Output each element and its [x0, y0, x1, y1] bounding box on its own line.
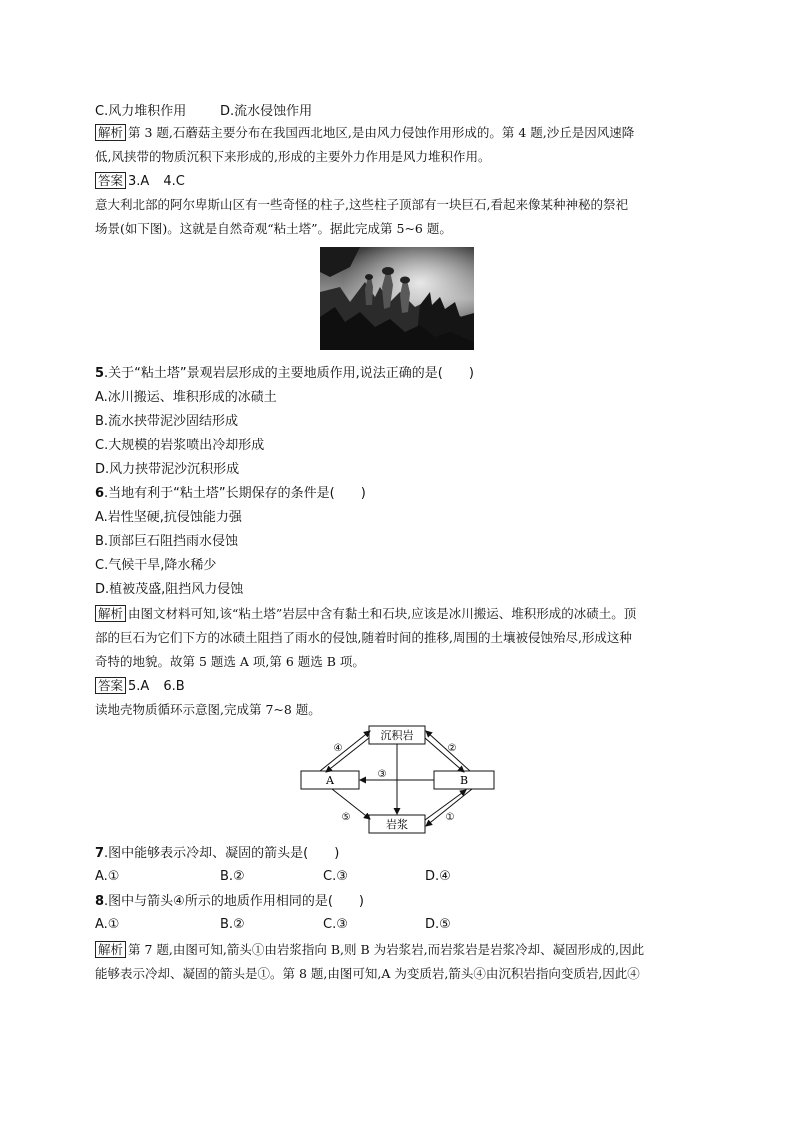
- rock-a-label: A: [326, 774, 334, 787]
- option-c: C.③: [323, 917, 348, 932]
- option-d: D.风力挟带泥沙沉积形成: [95, 462, 240, 477]
- question-text: .图中与箭头④所示的地质作用相同的是( ): [104, 894, 364, 909]
- question-number: 7: [95, 846, 105, 861]
- answer-value: 3.A: [128, 174, 150, 189]
- analysis-line: [95, 605, 705, 623]
- analysis-text: 奇特的地貌。故第 5 题选 A 项,第 6 题选 B 项。: [95, 654, 365, 669]
- material-text: 读地壳物质循环示意图,完成第 7~8 题。: [95, 702, 321, 717]
- question-number: 5: [95, 366, 105, 381]
- answer-value: 5.A: [128, 679, 150, 694]
- analysis-tag: 解析: [95, 941, 126, 958]
- label-5: ⑤: [341, 812, 351, 823]
- analysis-text: 能够表示冷却、凝固的箭头是①。第 8 题,由图可知,A 为变质岩,箭头④由沉积岩指向变质岩,因此④: [95, 966, 640, 981]
- rock-b-label: B: [459, 774, 469, 787]
- question-5-stem: [95, 365, 705, 383]
- question-6-stem: [95, 485, 705, 503]
- question-7-stem: [95, 845, 705, 863]
- label-4: ④: [333, 743, 343, 754]
- answer-line: [95, 677, 705, 696]
- option-b: B.②: [220, 917, 245, 932]
- analysis-text: 第 3 题,石蘑菇主要分布在我国西北地区,是由风力侵蚀作用形成的。第 4 题,沙丘是因风速降: [128, 125, 635, 140]
- option-c: C.③: [323, 869, 348, 884]
- question-number: 8: [95, 894, 105, 909]
- analysis-line: [95, 941, 705, 959]
- material-text: 场景(如下图)。这就是自然奇观“粘土塔”。据此完成第 5~6 题。: [95, 221, 452, 236]
- option-d: D.植被茂盛,阻挡风力侵蚀: [95, 582, 244, 597]
- option-b: B.顶部巨石阻挡雨水侵蚀: [95, 534, 239, 549]
- earth-pyramids-photo: [320, 247, 474, 350]
- arrow-a-to-sedimentary: [320, 731, 370, 771]
- answer-value: 4.C: [163, 174, 185, 189]
- question-text: .当地有利于“粘土塔”长期保存的条件是( ): [104, 486, 366, 501]
- option-a: A.①: [95, 917, 120, 932]
- option-a: A.岩性坚硬,抗侵蚀能力强: [95, 510, 242, 525]
- question-number: 6: [95, 486, 105, 501]
- magma-label: 岩浆: [386, 818, 408, 831]
- analysis-tag: 解析: [95, 605, 126, 622]
- option-c: C.气候干旱,降水稀少: [95, 558, 217, 573]
- arrow-5-a-to-magma: [332, 789, 370, 819]
- label-3: ③: [377, 769, 387, 780]
- material-text: 意大利北部的阿尔卑斯山区有一些奇怪的柱子,这些柱子顶部有一块巨石,看起来像某种神秘的祭祀: [95, 197, 628, 212]
- option-d: D.④: [425, 869, 451, 884]
- answer-tag: 答案: [95, 172, 126, 189]
- option-b: B.②: [220, 869, 245, 884]
- arrow-4-sedimentary-to-a: [326, 738, 369, 772]
- analysis-tag: 解析: [95, 124, 126, 141]
- sedimentary-rock-label: 沉积岩: [380, 729, 414, 742]
- option-c: C.风力堆积作用: [95, 104, 187, 119]
- option-a: A.①: [95, 869, 120, 884]
- arrow-sedimentary-to-b: [425, 738, 464, 772]
- option-a: A.冰川搬运、堆积形成的冰碛土: [95, 390, 277, 405]
- answer-line: [95, 172, 705, 191]
- analysis-text: 由图文材料可知,该“粘土塔”岩层中含有黏土和石块,应该是冰川搬运、堆积形成的冰碛土。顶: [128, 606, 637, 621]
- analysis-text: 第 7 题,由图可知,箭头①由岩浆指向 B,则 B 为岩浆岩,而岩浆岩是岩浆冷却、凝固形成的,因此: [128, 942, 645, 957]
- question-text: .图中能够表示冷却、凝固的箭头是( ): [104, 846, 340, 861]
- option-b: B.流水挟带泥沙固结形成: [95, 414, 239, 429]
- analysis-text: 低,风挟带的物质沉积下来形成的,形成的主要外力作用是风力堆积作用。: [95, 149, 491, 164]
- rock-cycle-diagram: [300, 722, 496, 834]
- label-1: ①: [445, 812, 455, 823]
- option-d: D.流水侵蚀作用: [220, 104, 313, 119]
- answer-tag: 答案: [95, 677, 126, 694]
- analysis-text: 部的巨石为它们下方的冰碛土阻挡了雨水的侵蚀,随着时间的推移,周围的土壤被侵蚀殆尽,形成这种: [95, 630, 632, 645]
- question-text: .关于“粘土塔”景观岩层形成的主要地质作用,说法正确的是( ): [104, 366, 474, 381]
- question-8-stem: [95, 893, 705, 911]
- answer-value: 6.B: [163, 679, 185, 694]
- label-2: ②: [447, 743, 457, 754]
- option-c: C.大规模的岩浆喷出冷却形成: [95, 438, 265, 453]
- analysis-line: [95, 124, 705, 142]
- option-d: D.⑤: [425, 917, 451, 932]
